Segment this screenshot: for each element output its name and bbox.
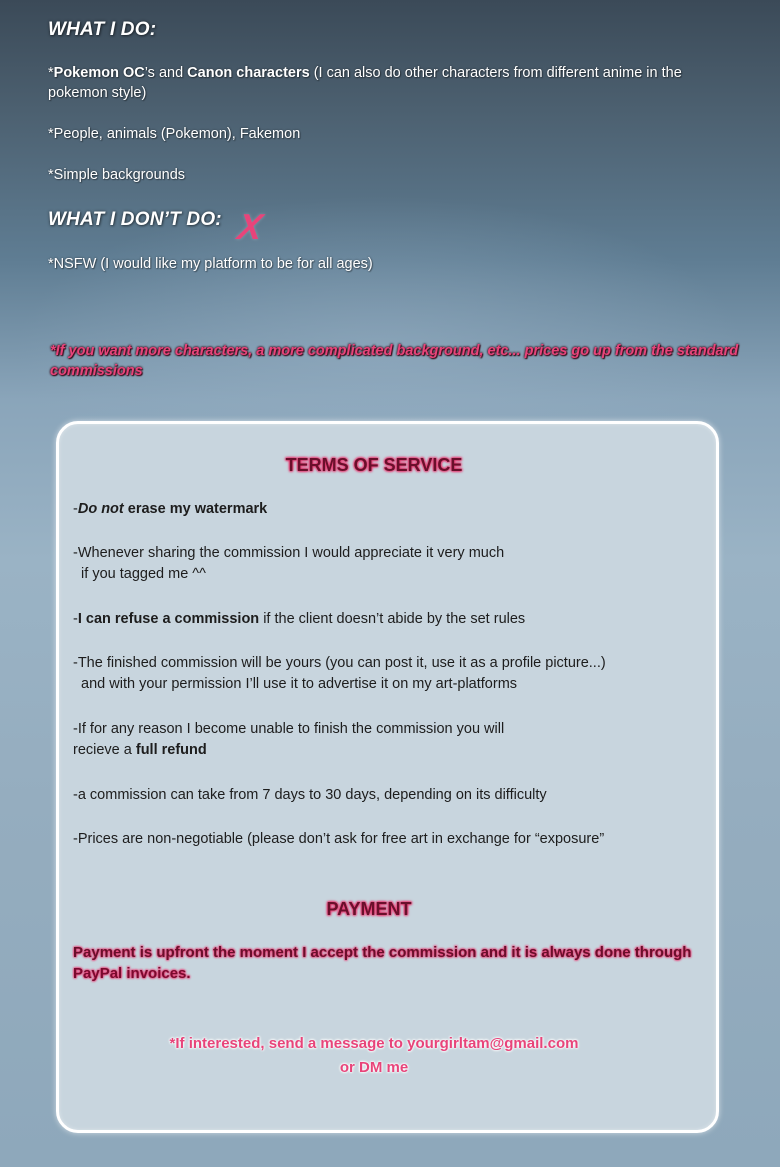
terms-title: TERMS OF SERVICE [285,455,463,475]
sharing-line-2: if you tagged me ^^ [73,566,206,582]
what-i-do-item-people: *People, animals (Pokemon), Fakemon [48,126,301,142]
what-i-do-item-backgrounds: *Simple backgrounds [48,167,186,183]
pokemon-oc-label: Pokemon OC [53,65,145,81]
sharing-line-1: -Whenever sharing the commission I would appreciate it very much [73,545,505,561]
refund-prefix: recieve a [73,742,136,758]
ownership-line-2: and with your permission I’ll use it to advertise it on my art-platforms [73,676,518,692]
bullet-prefix: * [48,65,54,81]
terms-item-refund [73,719,713,761]
do-not-emphasis: Do not [77,501,124,517]
full-refund-label: full refund [135,742,207,758]
contact-email-line: *If interested, send a message to yourgirltam@gmail.com [169,1035,579,1052]
contact-dm-line: or DM me [339,1059,409,1076]
terms-panel [56,421,719,1133]
terms-item-prices: -Prices are non-negotiable (please don’t ask for free art in exchange for “exposure” [73,831,605,847]
terms-item-sharing [73,543,713,585]
what-i-do-heading: WHAT I DO: [48,19,157,40]
dash-prefix: - [73,501,78,517]
dash-prefix: - [73,611,78,627]
refuse-commission-label: I can refuse a commission [77,611,260,627]
terms-item-ownership [73,653,713,695]
payment-title: PAYMENT [326,899,412,919]
and-text: ’s and [144,65,188,81]
refund-line-2 [73,740,713,761]
what-i-do-item-oc [48,63,738,103]
terms-item-refuse [73,609,713,630]
pricing-note: *If you want more characters, a more complicated background, etc... prices go up from the standard commissions [50,343,739,379]
contact-info [59,1032,689,1080]
what-i-dont-do-heading: WHAT I DON’T DO: [48,209,222,230]
x-mark-icon: X [235,206,265,247]
refund-line-1: -If for any reason I become unable to finish the commission you will [73,721,505,737]
other-anime-text: (I can also do other characters from different anime in the pokemon style) [48,65,682,101]
payment-text [73,942,693,984]
terms-item-duration: -a commission can take from 7 days to 30 days, depending on its difficulty [73,787,547,803]
canon-characters-label: Canon characters [187,65,310,81]
payment-text-body: Payment is upfront the moment I accept the commission and it is always done through [73,944,692,961]
what-i-dont-do-item-nsfw: *NSFW (I would like my platform to be for all ages) [48,256,373,272]
refuse-rest-text: if the client doesn’t abide by the set rules [259,611,526,627]
erase-watermark-text: erase my watermark [123,501,268,517]
paypal-invoices-label: PayPal invoices. [73,965,191,982]
ownership-line-1: -The finished commission will be yours (you can post it, use it as a profile picture...) [73,655,606,671]
terms-item-watermark [73,499,713,520]
